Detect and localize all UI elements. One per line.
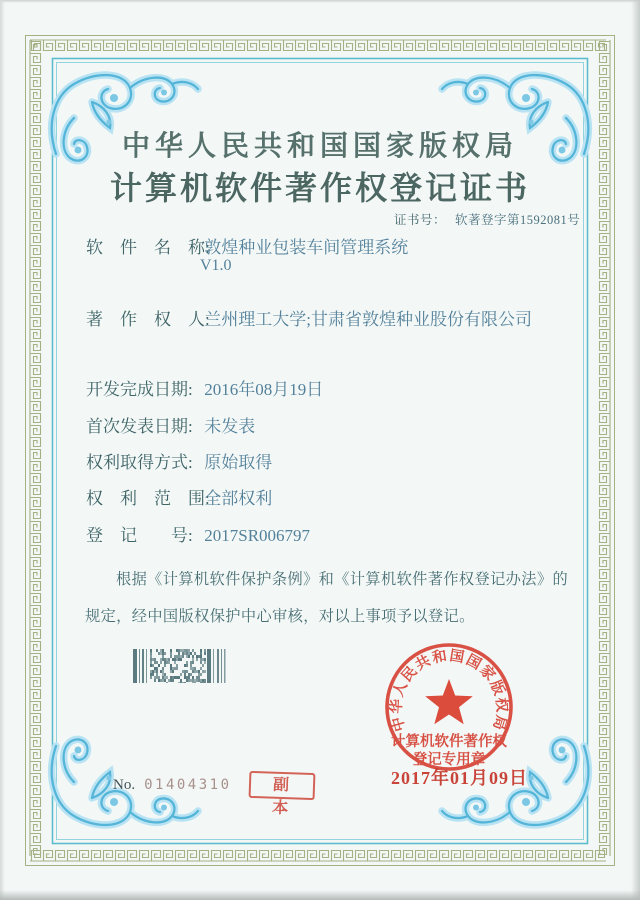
scan-edge-right — [631, 0, 640, 900]
scan-edge-left — [0, 0, 5, 900]
copy-stamp: 副 本 — [249, 771, 316, 800]
serial-number: 01404310 — [144, 777, 232, 793]
red-star-icon — [425, 679, 473, 724]
field-value: 2017SR006797 — [204, 526, 311, 545]
certificate-title: 计算机软件著作权登记证书 — [109, 170, 530, 206]
certificate-number-value: 软著登字第1592081号 — [455, 213, 581, 227]
field-label: 权 利 范 围: — [86, 489, 210, 508]
field-value: 原始取得 — [204, 453, 273, 472]
field-label: 权利取得方式: — [86, 453, 193, 472]
field-label: 软 件 名 称: — [86, 238, 210, 257]
scan-edge-top — [0, 0, 640, 3]
seal-text-line1: 计算机软件著作权 — [391, 734, 507, 750]
field-value: 全部权利 — [204, 489, 273, 508]
declaration-line-2: 规定，经中国版权保护中心审核，对以上事项予以登记。 — [85, 608, 475, 625]
field-value: 兰州理工大学;甘肃省敦煌种业股份有限公司 — [204, 310, 532, 329]
field-label: 开发完成日期: — [86, 380, 193, 399]
field-label: 登 记 号: — [86, 526, 193, 545]
declaration-line-1: 根据《计算机软件保护条例》和《计算机软件著作权登记办法》的 — [116, 571, 569, 588]
issuing-authority-title: 中华人民共和国国家版权局 — [121, 131, 518, 162]
field-value-version: V1.0 — [200, 257, 232, 274]
field-value: 2016年08月19日 — [204, 380, 324, 399]
serial-label: No. — [113, 777, 136, 793]
serial-number-line — [113, 777, 232, 794]
field-value: 敦煌种业包装车间管理系统 — [204, 238, 409, 257]
issue-date: 2017年01月09日 — [391, 768, 528, 788]
seal-text-line2: 登记专用章 — [412, 752, 486, 768]
scan-edge-bottom — [0, 890, 640, 900]
field-value: 未发表 — [204, 417, 256, 436]
field-label: 首次发表日期: — [86, 417, 193, 436]
certificate-number-label: 证书号： — [394, 213, 447, 227]
seal-ring-text: 中华人民共和国国家版权局 — [388, 648, 510, 734]
field-label: 著 作 权 人: — [86, 310, 210, 329]
